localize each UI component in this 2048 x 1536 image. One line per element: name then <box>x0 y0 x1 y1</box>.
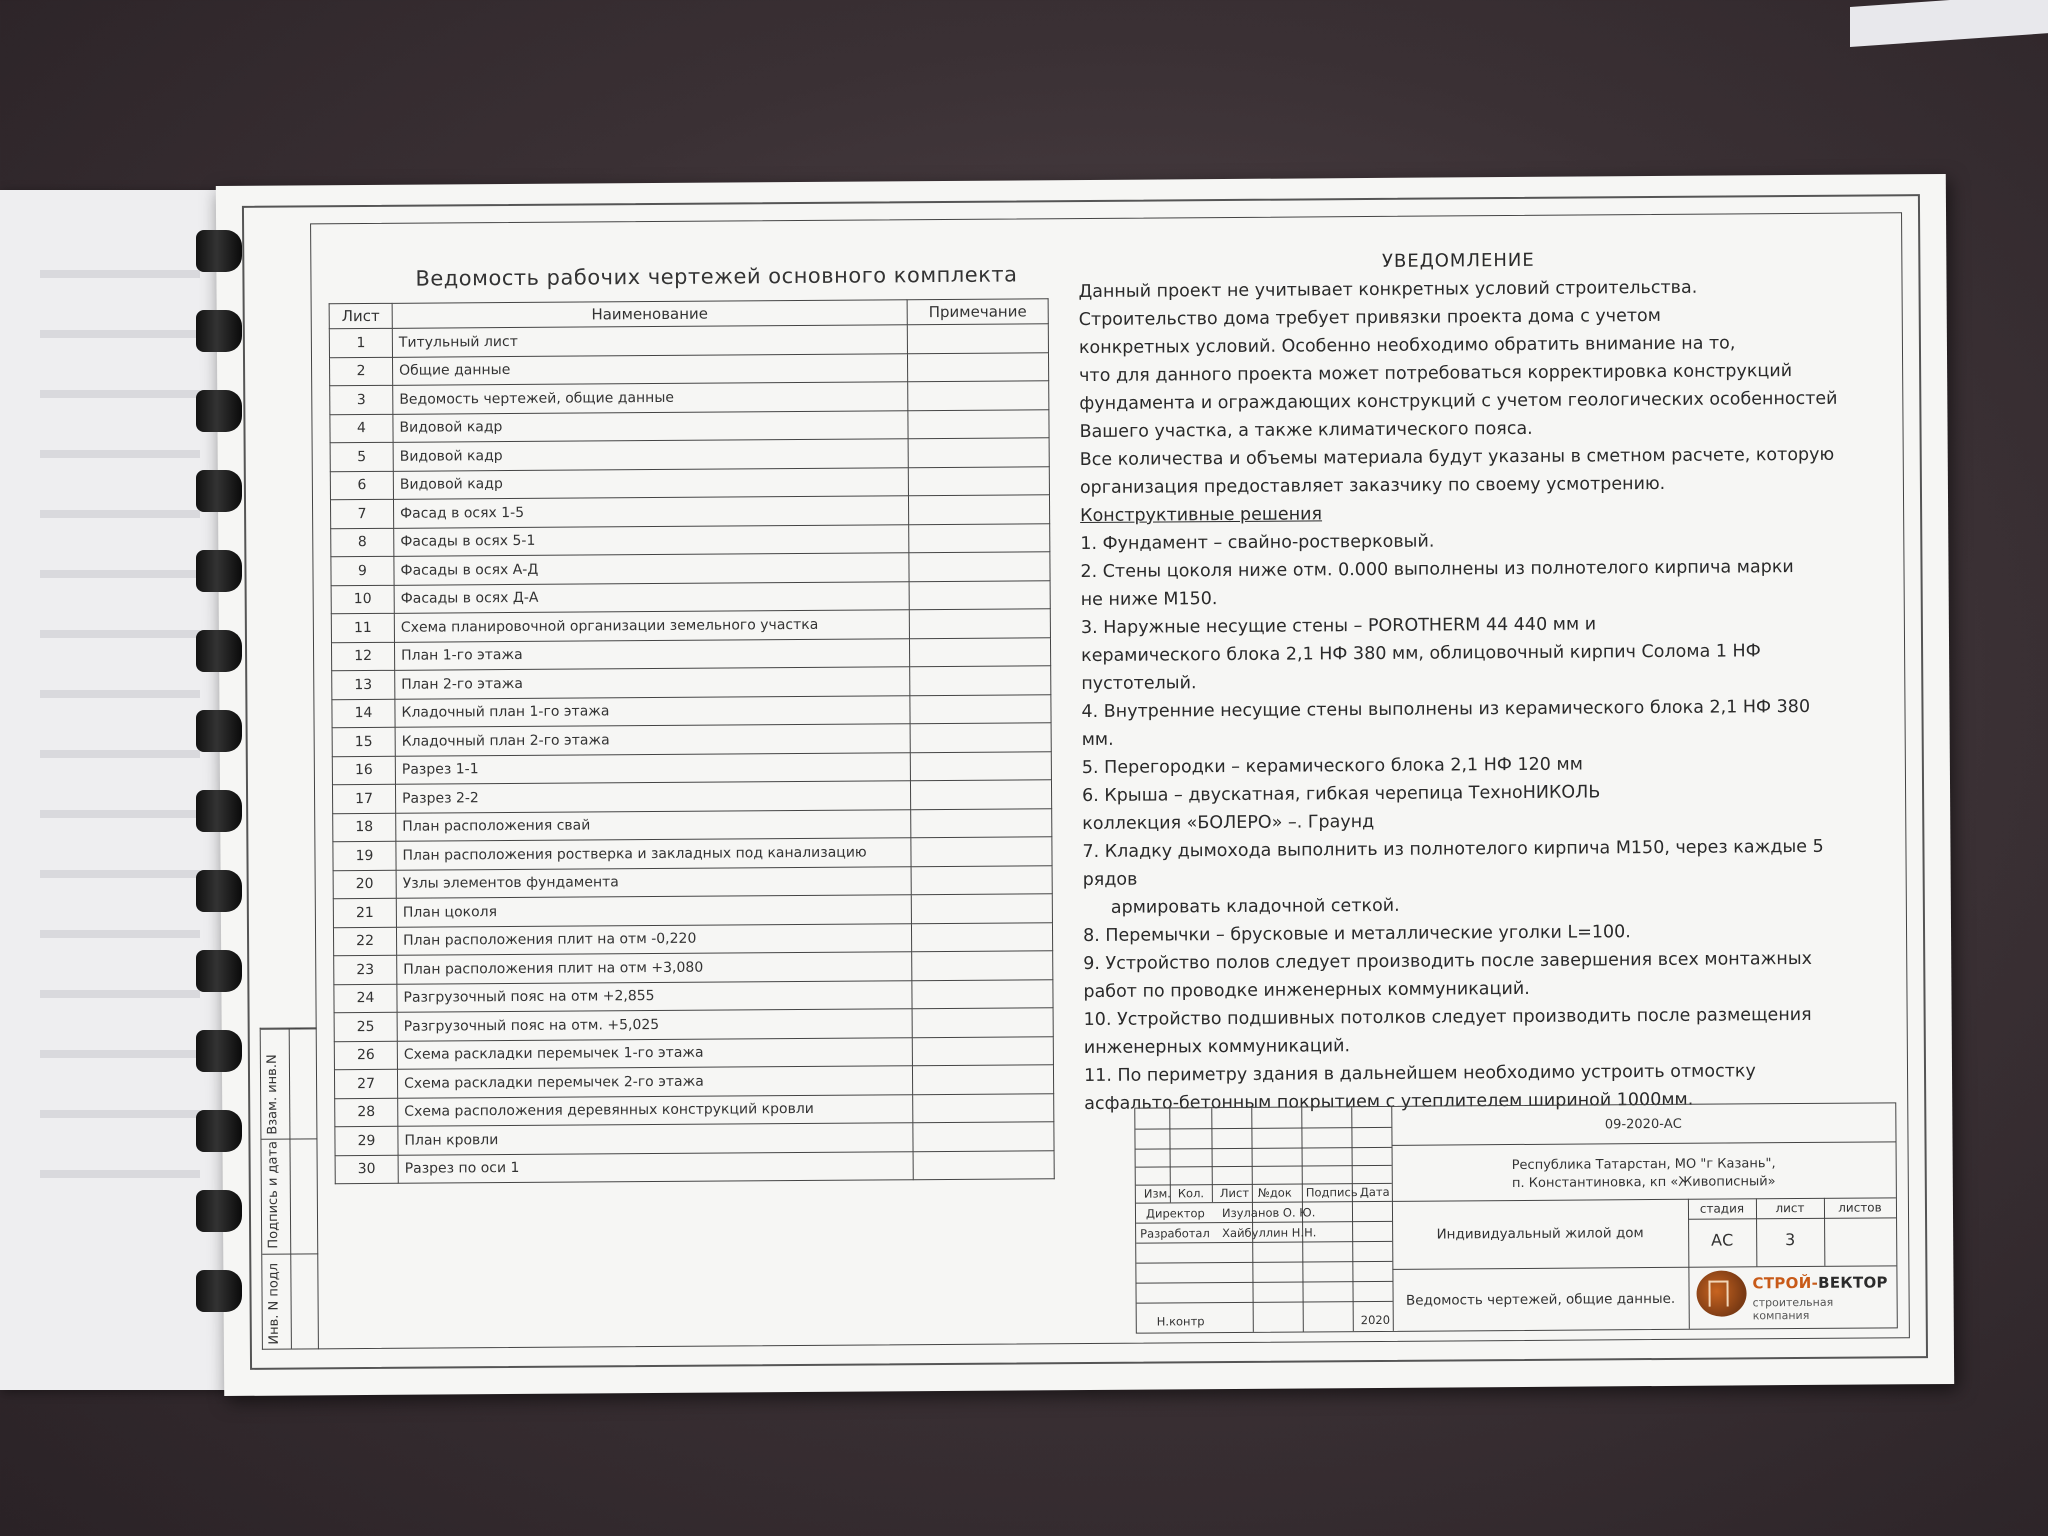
sheet-number: 8 <box>331 528 394 557</box>
tb-grid <box>1136 1241 1392 1244</box>
sheet-number: 1 <box>329 328 392 357</box>
ghost-text-line <box>40 690 200 698</box>
tb-grid <box>1136 1281 1392 1284</box>
binding-coil <box>196 1110 242 1152</box>
sheet-note <box>909 580 1050 609</box>
binding-coil <box>196 790 242 832</box>
developer-role: Разработал <box>1140 1226 1210 1241</box>
notice-item: инженерных коммуникаций. <box>1083 1036 1351 1059</box>
sheet-number: 20 <box>333 870 396 899</box>
binding-coil <box>196 870 242 912</box>
sheet-note <box>911 837 1052 866</box>
side-stamp-cell <box>261 1028 317 1029</box>
notice-item: 5. Перегородки – керамического блока 2,1 НФ 120 мм <box>1081 754 1583 779</box>
notice-item: 1. Фундамент – свайно-ростверковый. <box>1080 531 1435 555</box>
object-name: Индивидуальный жилой дом <box>1436 1225 1644 1243</box>
notice-line: Данный проект не учитывает конкретных условий строительства. <box>1078 277 1698 303</box>
col-date-label: Дата <box>1359 1184 1390 1200</box>
sheet-number: 19 <box>333 841 396 870</box>
sheet-name: План цоколя <box>396 895 911 927</box>
sign-date-label: Подпись и дата <box>265 1140 282 1249</box>
sheet-number: 9 <box>331 556 394 585</box>
tb-divider <box>1688 1217 1896 1219</box>
notice-line: Строительство дома требует привязки проекта дома с учетом <box>1078 305 1662 331</box>
notice-line: Все количества и объемы материала будут указаны в сметном расчете, которую <box>1079 444 1835 471</box>
tb-grid <box>1351 1107 1354 1331</box>
binding-coil <box>196 310 242 352</box>
sheet-note <box>907 324 1048 353</box>
sheet-name: Видовой кадр <box>393 467 908 499</box>
notice-paragraphs <box>1078 273 1840 502</box>
sheet-name: Фасад в осях 1-5 <box>393 496 908 528</box>
sheet-note <box>912 1065 1053 1094</box>
tb-grid <box>1211 1108 1213 1202</box>
ghost-text-line <box>40 810 200 818</box>
sheet-note <box>911 894 1052 923</box>
spiral-binding <box>196 230 246 1330</box>
ghost-text-line <box>40 570 200 578</box>
sheet-number: 27 <box>334 1069 397 1098</box>
tb-grid <box>1136 1165 1392 1168</box>
ghost-text-line <box>40 1170 200 1178</box>
sheet-name: Кладочный план 1-го этажа <box>395 695 910 727</box>
ghost-text-line <box>40 450 200 458</box>
sheet-number: 29 <box>335 1126 398 1155</box>
sheet-note <box>910 723 1051 752</box>
notice-item: 8. Перемычки – брусковые и металлические уголки L=100. <box>1082 922 1631 947</box>
sheet-name: Схема раскладки перемычек 1-го этажа <box>397 1037 912 1069</box>
stage-value: АС <box>1711 1230 1734 1250</box>
register-title: Ведомость рабочих чертежей основного комплекта <box>415 262 1018 291</box>
notice-item: 7. Кладку дымохода выполнить из полнотелого кирпича М150, через каждые 5 рядов <box>1082 836 1824 891</box>
notice-item: 6. Крыша – двускатная, гибкая черепица ТехноНИКОЛЬ <box>1082 782 1601 807</box>
sheet-number: 16 <box>332 756 395 785</box>
drawing-register-table <box>329 298 1055 1184</box>
tb-grid <box>1135 1127 1391 1130</box>
sheet-number: 23 <box>334 955 397 984</box>
sheet-number: 14 <box>332 699 395 728</box>
col-kol-label: Кол. <box>1177 1186 1205 1201</box>
sheet-name: Схема планировочной организации земельного участка <box>394 610 909 642</box>
sheet-name: Схема раскладки перемычек 2-го этажа <box>397 1066 912 1098</box>
ghost-text-line <box>40 1110 200 1118</box>
ghost-text-line <box>40 330 200 338</box>
ghost-text-line <box>40 990 200 998</box>
sheet-number: 7 <box>330 499 393 528</box>
sheet-number: 24 <box>334 984 397 1013</box>
sheet-note <box>908 495 1049 524</box>
notice-item: 11. По периметру здания в дальнейшем необходимо устроить отмостку <box>1083 1061 1756 1087</box>
sheet-number: 5 <box>330 442 393 471</box>
col-name-header: Наименование <box>392 300 907 329</box>
notice-item: коллекция «БОЛЕРО» –. Граунд <box>1082 811 1375 835</box>
sheet-name: План расположения свай <box>396 809 911 841</box>
sheet-note <box>913 1122 1054 1151</box>
binding-coil <box>196 1190 242 1232</box>
inv-orig-label: Инв. N подл <box>266 1262 282 1345</box>
sheet-name: План расположения плит на отм +3,080 <box>397 952 912 984</box>
sheet-note <box>908 409 1049 438</box>
sheets-label: листов <box>1838 1200 1882 1215</box>
sheet-number: 22 <box>333 927 396 956</box>
col-list-label: Лист <box>1219 1185 1250 1201</box>
sheet-number: 26 <box>334 1041 397 1070</box>
sheet-number: 11 <box>331 613 394 642</box>
table-row <box>335 1150 1054 1184</box>
tb-grid <box>1136 1261 1392 1264</box>
address-line-2: п. Константиновка, кп «Живописный» <box>1511 1174 1776 1192</box>
notice-line: что для данного проекта может потребоваться корректировка конструкций <box>1079 361 1793 387</box>
sheet-name: Фасады в осях Д-А <box>394 581 909 613</box>
sheet-name: Фасады в осях А-Д <box>394 553 909 585</box>
notice-item: работ по проводке инженерных коммуникаций. <box>1083 978 1530 1003</box>
sheet-name: Титульный лист <box>392 325 907 357</box>
logo-mark-icon <box>1696 1270 1746 1316</box>
sheet-name: Ведомость чертежей, общие данные <box>393 382 908 414</box>
sheet-name: Разрез 2-2 <box>395 781 910 813</box>
ghost-text-line <box>40 510 200 518</box>
sheet-name: Общие данные <box>392 353 907 385</box>
logo-name-part-1: СТРОЙ- <box>1752 1273 1819 1293</box>
sheet-number: 12 <box>331 642 394 671</box>
binding-coil <box>196 390 242 432</box>
sheet-name: Видовой кадр <box>393 439 908 471</box>
sheet-number: 17 <box>332 784 395 813</box>
stage-label: стадия <box>1699 1201 1745 1216</box>
sheet-name: Ведомость чертежей, общие данные. <box>1405 1290 1676 1309</box>
sheet-number: 13 <box>332 670 395 699</box>
sheet-note <box>909 609 1050 638</box>
sheet-note <box>912 1036 1053 1065</box>
director-name: Изуланов О. Ю. <box>1221 1205 1316 1221</box>
sheet-number: 28 <box>335 1098 398 1127</box>
title-block <box>1134 1102 1898 1333</box>
logo-name-part-2: ВЕКТОР <box>1818 1273 1888 1292</box>
notice-items <box>1080 525 1844 1118</box>
company-logo <box>1696 1265 1888 1322</box>
binding-coil <box>196 1030 242 1072</box>
tb-grid <box>1136 1147 1392 1150</box>
ghost-text-line <box>40 390 200 398</box>
notice-item: 10. Устройство подшивных потолков следует производить после размещения <box>1083 1004 1812 1031</box>
sheet-number: 10 <box>331 585 394 614</box>
sheet-name: Кладочный план 2-го этажа <box>395 724 910 756</box>
section-title: Конструктивные решения <box>1080 504 1323 527</box>
sheet-name: Разгрузочный пояс на отм +2,855 <box>397 980 912 1012</box>
tb-grid <box>1136 1221 1392 1224</box>
side-stamp <box>260 1027 319 1349</box>
sheet-note <box>911 922 1052 951</box>
sheet-name: План 2-го этажа <box>395 667 910 699</box>
notice-item: 3. Наружные несущие стены – POROTHERM 44 440 мм и <box>1080 614 1597 639</box>
sheet-number: 3 <box>330 385 393 414</box>
ghost-text-line <box>40 270 200 278</box>
sheet-note <box>908 438 1049 467</box>
side-stamp-cell <box>261 1138 317 1139</box>
sheet-note <box>908 381 1049 410</box>
notice-line: фундамента и ограждающих конструкций с учетом геологических особенностей <box>1079 388 1838 415</box>
tb-grid <box>1136 1201 1392 1204</box>
sheet-note <box>911 808 1052 837</box>
binding-coil <box>196 950 242 992</box>
sheet-note <box>912 1008 1053 1037</box>
notice-item: керамического блока 2,1 НФ 380 мм, облицовочный кирпич Солома 1 НФ пустотелый. <box>1081 641 1761 695</box>
sheet-name: Схема расположения деревянных конструкций кровли <box>398 1094 913 1126</box>
address-line-1: Республика Татарстан, МО "г Казань", <box>1511 1156 1776 1174</box>
ncontrol-role: Н.контр <box>1156 1314 1205 1329</box>
register-body <box>329 324 1054 1184</box>
sheet-label: лист <box>1775 1200 1805 1216</box>
notice-item: 2. Стены цоколя ниже отм. 0.000 выполнены из полнотелого кирпича марки <box>1080 557 1794 583</box>
logo-subtitle: строительная компания <box>1752 1295 1834 1323</box>
sheet-note <box>910 780 1051 809</box>
binding-coil <box>196 470 242 512</box>
project-code: 09-2020-АС <box>1604 1116 1682 1133</box>
sheet-number: 6 <box>330 471 393 500</box>
sheet-name: Видовой кадр <box>393 410 908 442</box>
sheet-name: Узлы элементов фундамента <box>396 866 911 898</box>
sheet-name: Разрез по оси 1 <box>398 1151 913 1183</box>
ghost-text-line <box>40 750 200 758</box>
sheet-note <box>911 865 1052 894</box>
sheet-note <box>910 666 1051 695</box>
sheet-note <box>912 979 1053 1008</box>
ghost-text-line <box>40 1050 200 1058</box>
notice-item: 4. Внутренние несущие стены выполнены из керамического блока 2,1 НФ 380 мм. <box>1081 696 1811 751</box>
tb-grid <box>1137 1301 1393 1304</box>
sheet-note <box>912 951 1053 980</box>
sheet-number: 2 <box>329 357 392 386</box>
ghost-text-line <box>40 870 200 878</box>
notice-line: конкретных условий. Особенно необходимо обратить внимание на то, <box>1078 333 1736 359</box>
sheet-number: 4 <box>330 414 393 443</box>
notice-title: УВЕДОМЛЕНИЕ <box>1381 249 1535 272</box>
sheet-name: План расположения плит на отм -0,220 <box>396 923 911 955</box>
notice-item: армировать кладочной сеткой. <box>1110 895 1400 918</box>
notice-line: организация предоставляет заказчику по своему усмотрению. <box>1079 473 1666 499</box>
sheet-number: 18 <box>333 813 396 842</box>
inv-sub-label: Взам. инв.N <box>264 1054 281 1135</box>
developer-name: Хайбуллин Н.Н. <box>1222 1225 1317 1241</box>
side-stamp-divider <box>289 1029 292 1349</box>
sheet-name: Фасады в осях 5-1 <box>394 524 909 556</box>
side-stamp-cell <box>262 1253 318 1254</box>
sheet-note <box>910 751 1051 780</box>
sheet-value: 3 <box>1785 1230 1796 1250</box>
col-note-header: Примечание <box>907 299 1048 325</box>
sheet-note <box>909 552 1050 581</box>
sheet-name: План кровли <box>398 1123 913 1155</box>
binding-coil <box>196 550 242 592</box>
notice-item: 9. Устройство полов следует производить после завершения всех монтажных <box>1083 948 1813 975</box>
sheet-number: 15 <box>332 727 395 756</box>
sheet-name: План расположения ростверка и закладных под канализацию <box>396 838 911 870</box>
director-role: Директор <box>1145 1206 1205 1221</box>
ghost-text-line <box>40 630 200 638</box>
sheet-name: Разрез 1-1 <box>395 752 910 784</box>
sheet-note <box>909 637 1050 666</box>
col-sign-label: Подпись <box>1305 1185 1358 1200</box>
col-izm-label: Изм. <box>1143 1186 1171 1201</box>
sheet-note <box>913 1093 1054 1122</box>
notice-item: не ниже М150. <box>1080 589 1218 611</box>
drawing-sheet <box>216 174 1954 1396</box>
col-ndok-label: №док <box>1257 1185 1292 1200</box>
tb-divider <box>1392 1141 1896 1146</box>
binding-coil <box>196 1270 242 1312</box>
notice-section <box>1078 245 1844 1118</box>
ghost-text-line <box>40 930 200 938</box>
sheet-name: Разгрузочный пояс на отм. +5,025 <box>397 1009 912 1041</box>
binding-coil <box>196 630 242 672</box>
background-sheet <box>1850 0 2048 47</box>
col-sheet-header: Лист <box>329 303 392 328</box>
sheet-number: 21 <box>333 898 396 927</box>
year-value: 2020 <box>1360 1312 1391 1328</box>
sheet-name: План 1-го этажа <box>394 638 909 670</box>
notice-line: Вашего участка, а также климатического пояса. <box>1079 418 1533 443</box>
sheet-note <box>909 523 1050 552</box>
sheet-note <box>908 466 1049 495</box>
sheet-number: 30 <box>335 1155 398 1184</box>
sheet-note <box>913 1150 1054 1179</box>
notice-item: асфальто-бетонным покрытием с утеплителем шириной 1000мм. <box>1084 1089 1694 1115</box>
sheet-note <box>910 694 1051 723</box>
logo-name <box>1752 1273 1887 1292</box>
sheet-note <box>907 352 1048 381</box>
binding-coil <box>196 230 242 272</box>
binding-coil <box>196 710 242 752</box>
sheet-number: 25 <box>334 1012 397 1041</box>
